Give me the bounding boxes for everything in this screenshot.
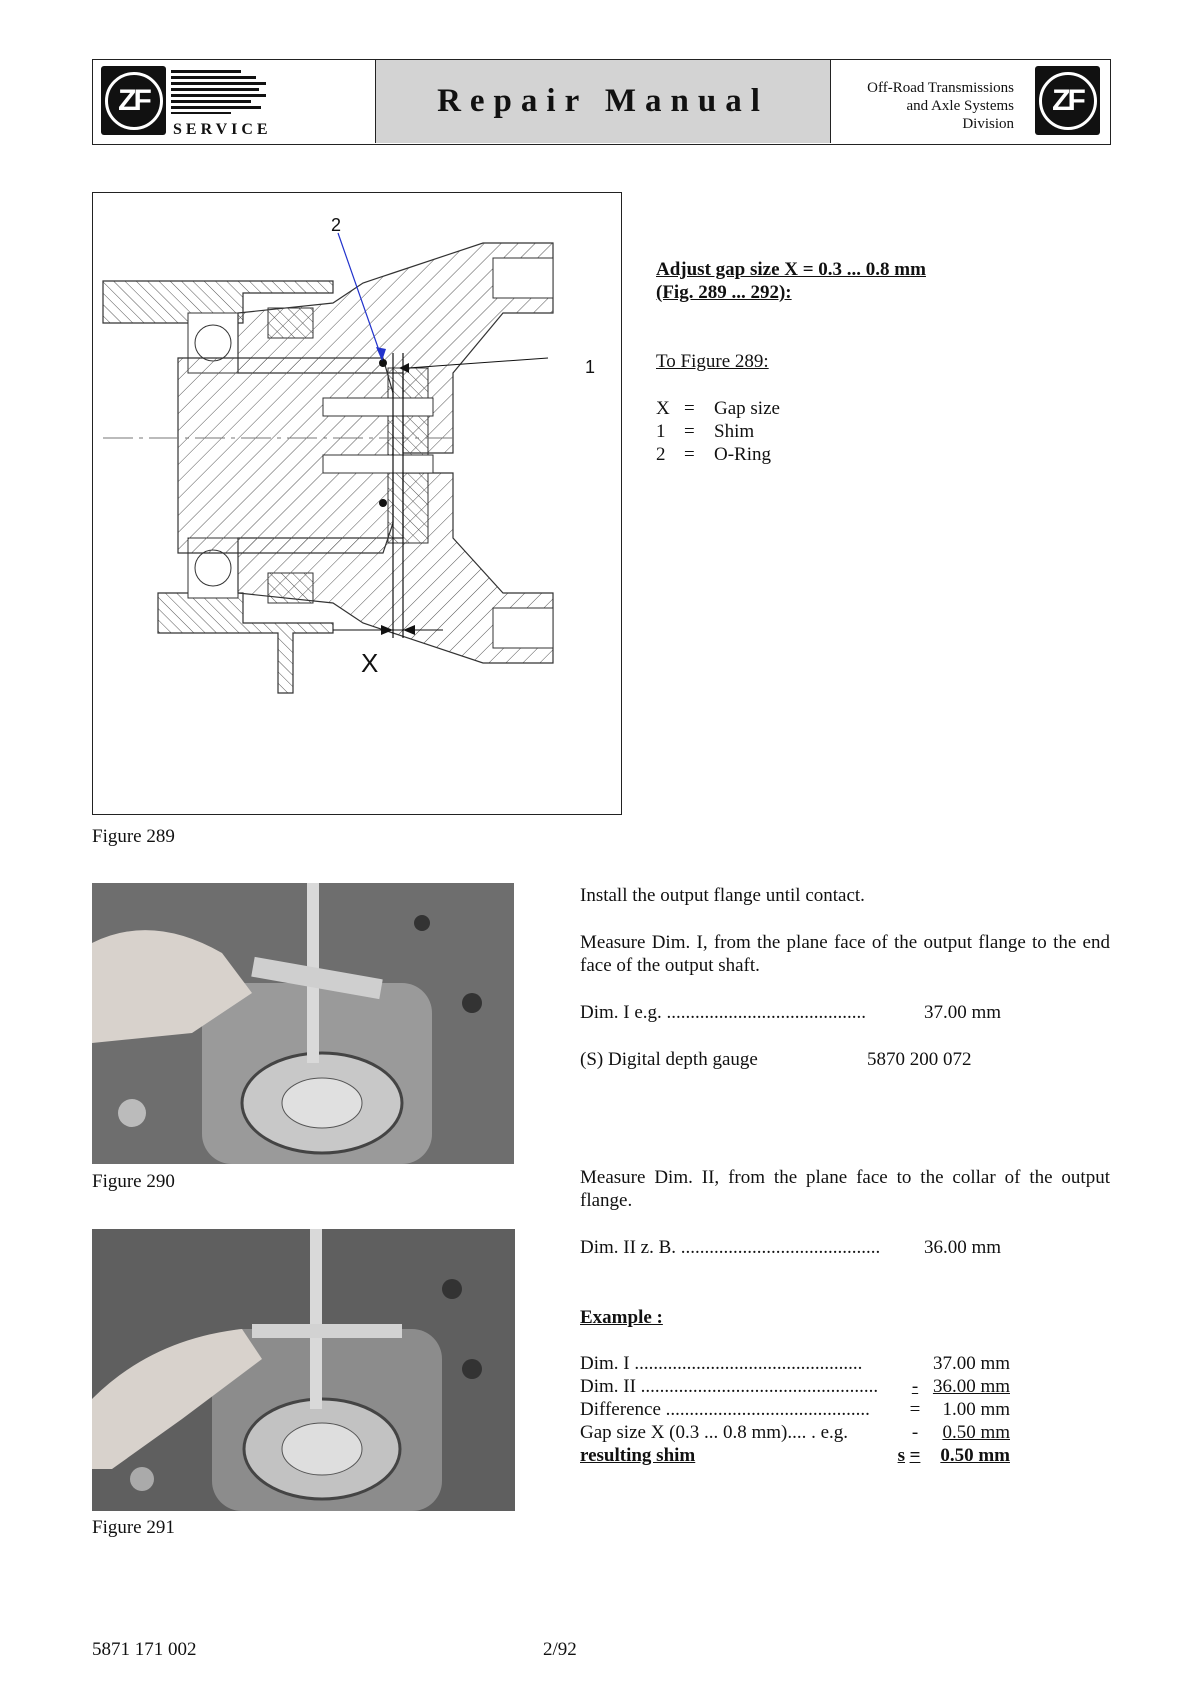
legend-row: X = Gap size [656,398,780,419]
page-header [92,59,1111,145]
to-figure-label: To Figure 289: [656,351,769,372]
dim1-label: Dim. I e.g. .......................................... [580,1002,867,1023]
example-heading: Example : [580,1307,663,1328]
adjust-heading: Adjust gap size X = 0.3 ... 0.8 mm (Fig. 289 ... 292): [656,259,926,303]
figure-289-drawing [92,192,622,815]
page-number: 2/92 [543,1639,577,1660]
depth-gauge-photo-290 [92,883,514,1164]
zf-service-logo [93,60,376,143]
figure-290-caption: Figure 290 [92,1171,175,1192]
figure-290-photo [92,883,514,1164]
division-block [831,60,1109,143]
figure-289-caption: Figure 289 [92,826,175,847]
callout-2: 2 [331,215,342,235]
legend-list [656,397,780,466]
example-row: Dim. I ................................................ 37.00 mm [580,1353,1010,1374]
dim2-value: 36.00 mm [924,1237,1002,1258]
tool-label: (S) Digital depth gauge [580,1049,758,1070]
example-row: Gap size X (0.3 ... 0.8 mm).... . e.g. - 0.50 mm [580,1422,1010,1443]
install-text: Install the output flange until contact. [580,885,865,906]
manual-title: Repair Manual [376,60,831,143]
callout-x: X [361,648,379,678]
tool-number: 5870 200 072 [867,1049,972,1070]
division-text: Off-Road Transmissions and Axle Systems Division [867,80,1014,132]
depth-gauge-photo-291 [92,1229,515,1511]
figure-291-caption: Figure 291 [92,1517,175,1538]
service-label: SERVICE [173,121,272,138]
measure-dim1-text: Measure Dim. I, from the plane face of the output flange to the end face of the output shaft. [580,932,1110,976]
figure-291-photo [92,1229,515,1511]
measure-dim2-text: Measure Dim. II, from the plane face to the collar of the output flange. [580,1167,1110,1211]
cross-section-diagram [93,193,620,813]
example-row: Difference ........................................... = 1.00 mm [580,1399,1010,1420]
zf-logo-icon-right: ZF [1035,66,1100,135]
zf-logo-icon: ZF [101,66,166,135]
speed-lines-icon [171,68,271,118]
legend-row: 2 = O-Ring [656,444,771,465]
example-result-row: resulting shim s = 0.50 mm [580,1445,1010,1466]
callout-1: 1 [585,357,596,377]
legend-row: 1 = Shim [656,421,755,442]
dim2-label: Dim. II z. B. .......................................... [580,1237,881,1258]
dim1-value: 37.00 mm [924,1002,1002,1023]
example-row: Dim. II .................................................. - 36.00 mm [580,1376,1010,1397]
doc-number: 5871 171 002 [92,1639,197,1660]
example-table [580,1352,1010,1467]
